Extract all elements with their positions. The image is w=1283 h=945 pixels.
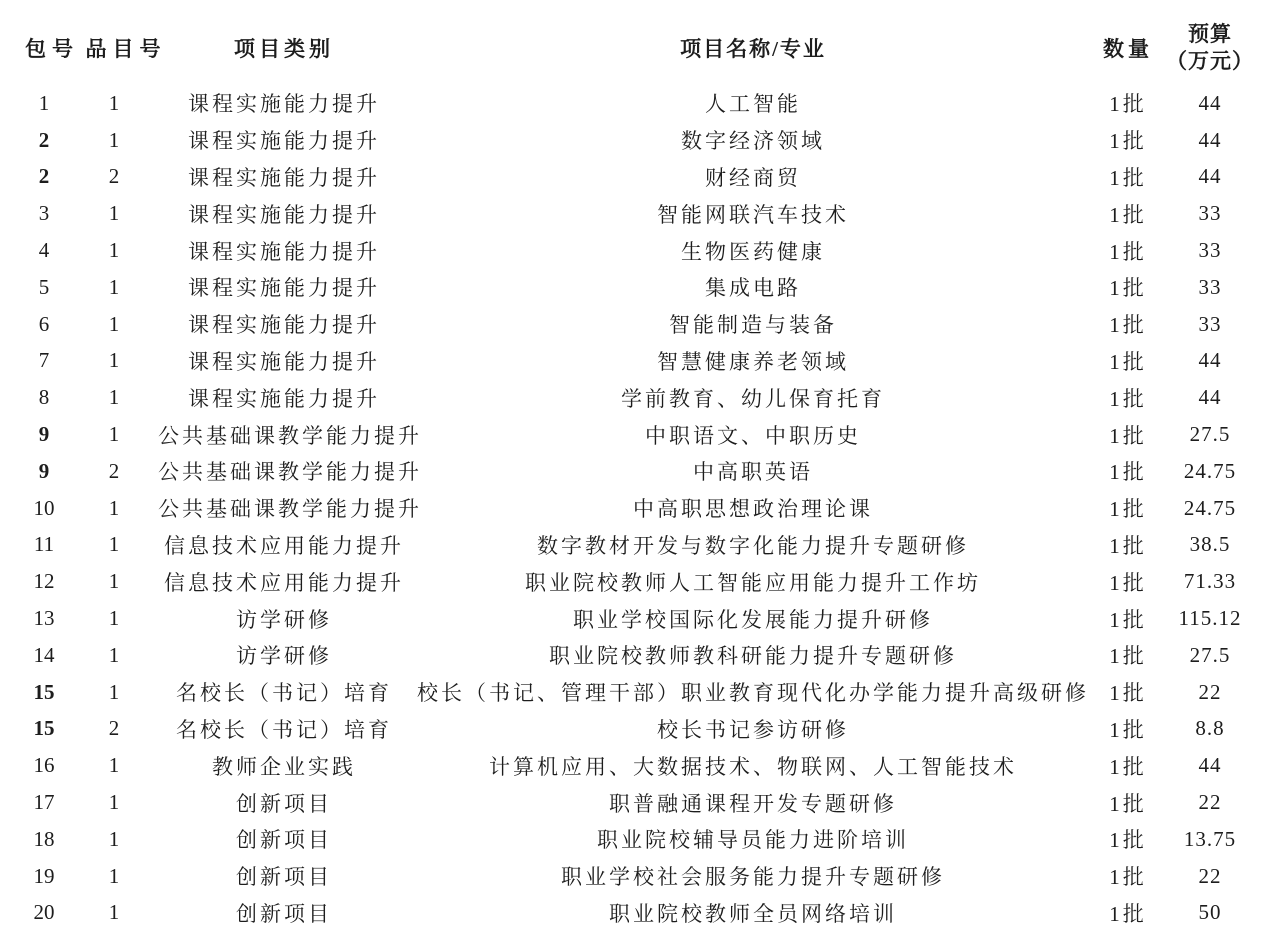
table-header-row: [0, 0, 1283, 85]
cell-category: 信息技术应用能力提升: [164, 570, 404, 595]
cell-category: 课程实施能力提升: [188, 129, 380, 154]
cell-budget: 33: [1198, 274, 1222, 299]
cell-item-no: 2: [108, 716, 120, 741]
cell-budget: 44: [1198, 164, 1222, 189]
cell-package-no: 4: [38, 238, 50, 263]
cell-category: 课程实施能力提升: [188, 239, 380, 264]
cell-budget: 8.8: [1195, 716, 1225, 741]
col-header-package-no: 包号: [25, 36, 79, 61]
cell-name: 人工智能: [705, 92, 801, 117]
cell-budget: 22: [1198, 790, 1222, 815]
cell-package-no: 13: [33, 606, 55, 631]
cell-package-no: 7: [38, 348, 50, 373]
col-header-category: 项目类别: [234, 36, 334, 61]
cell-quantity: 1批: [1109, 386, 1147, 411]
cell-name: 数字经济领域: [681, 129, 825, 154]
cell-name: 中职语文、中职历史: [645, 423, 861, 448]
cell-budget: 44: [1198, 348, 1222, 373]
cell-package-no: 2: [38, 127, 50, 152]
col-header-budget: [1160, 21, 1260, 75]
cell-name: 职业学校国际化发展能力提升研修: [573, 607, 933, 632]
col-header-name-cell: [410, 33, 1096, 63]
cell-quantity: 1批: [1109, 349, 1147, 374]
cell-category: 创新项目: [236, 828, 332, 853]
cell-name: 生物医药健康: [681, 239, 825, 264]
cell-item-no: 1: [108, 606, 120, 631]
cell-item-no: 1: [108, 863, 120, 888]
cell-quantity: 1批: [1109, 92, 1147, 117]
col-header-item-no: 品目号: [85, 36, 167, 61]
table-row: [0, 563, 1283, 600]
cell-name: 智能制造与装备: [669, 313, 837, 338]
cell-budget: 115.12: [1178, 606, 1242, 631]
cell-package-no: 11: [33, 532, 55, 557]
table-row: [0, 453, 1283, 490]
cell-package-no: 17: [33, 790, 55, 815]
table-row: [0, 674, 1283, 711]
cell-quantity: 1批: [1109, 901, 1147, 926]
table-body: [0, 85, 1283, 931]
cell-budget: 33: [1198, 238, 1222, 263]
cell-package-no: 15: [33, 679, 55, 704]
cell-category: 信息技术应用能力提升: [164, 533, 404, 558]
cell-package-no: 6: [38, 311, 50, 336]
cell-category: 创新项目: [236, 791, 332, 816]
cell-name: 计算机应用、大数据技术、物联网、人工智能技术: [489, 754, 1017, 779]
cell-category: 教师企业实践: [212, 754, 356, 779]
cell-category: 访学研修: [236, 607, 332, 632]
cell-package-no: 16: [33, 753, 55, 778]
cell-name: 职业院校教师教科研能力提升专题研修: [549, 644, 957, 669]
table-row: [0, 85, 1283, 122]
cell-quantity: 1批: [1109, 129, 1147, 154]
cell-item-no: 1: [108, 900, 120, 925]
cell-quantity: 1批: [1109, 313, 1147, 338]
cell-item-no: 1: [108, 311, 120, 336]
cell-name: 中高职思想政治理论课: [633, 497, 873, 522]
cell-item-no: 1: [108, 238, 120, 263]
col-header-budget-line1: 预算: [1188, 21, 1232, 46]
cell-budget: 33: [1198, 311, 1222, 336]
cell-budget: 44: [1198, 753, 1222, 778]
cell-item-no: 1: [108, 385, 120, 410]
table-row: [0, 600, 1283, 637]
cell-item-no: 1: [108, 826, 120, 851]
cell-budget: 44: [1198, 127, 1222, 152]
cell-item-no: 1: [108, 532, 120, 557]
cell-budget: 13.75: [1183, 826, 1237, 851]
cell-quantity: 1批: [1109, 570, 1147, 595]
cell-package-no: 5: [38, 274, 50, 299]
cell-category: 课程实施能力提升: [188, 202, 380, 227]
cell-package-no: 9: [38, 458, 50, 483]
cell-budget: 71.33: [1183, 569, 1237, 594]
cell-item-no: 1: [108, 495, 120, 520]
cell-category: 公共基础课教学能力提升: [158, 497, 422, 522]
cell-name: 职业学校社会服务能力提升专题研修: [561, 865, 945, 890]
cell-item-no: 1: [108, 422, 120, 447]
cell-package-no: 10: [33, 495, 55, 520]
table-row: [0, 232, 1283, 269]
table-row: [0, 122, 1283, 159]
cell-quantity: 1批: [1109, 423, 1147, 448]
cell-item-no: 1: [108, 753, 120, 778]
cell-quantity: 1批: [1109, 865, 1147, 890]
cell-name: 职业院校教师人工智能应用能力提升工作坊: [525, 570, 981, 595]
table-row: [0, 379, 1283, 416]
col-header-quantity-cell: [1096, 33, 1160, 63]
cell-budget: 50: [1198, 900, 1222, 925]
cell-quantity: 1批: [1109, 460, 1147, 485]
cell-package-no: 2: [38, 164, 50, 189]
table-row: [0, 490, 1283, 527]
table-row: [0, 711, 1283, 748]
cell-category: 课程实施能力提升: [188, 313, 380, 338]
cell-package-no: 19: [33, 863, 55, 888]
col-header-name: 项目名称/专业: [680, 36, 826, 61]
cell-budget: 33: [1198, 201, 1222, 226]
cell-item-no: 2: [108, 164, 120, 189]
table-row: [0, 527, 1283, 564]
cell-category: 名校长（书记）培育: [176, 717, 392, 742]
cell-quantity: 1批: [1109, 202, 1147, 227]
cell-item-no: 1: [108, 642, 120, 667]
cell-package-no: 18: [33, 826, 55, 851]
col-header-item-no-cell: [70, 33, 167, 63]
table-row: [0, 416, 1283, 453]
cell-name: 集成电路: [705, 276, 801, 301]
cell-name: 中高职英语: [693, 460, 813, 485]
cell-category: 名校长（书记）培育: [176, 681, 392, 706]
cell-budget: 24.75: [1183, 458, 1237, 483]
cell-item-no: 1: [108, 127, 120, 152]
table-row: [0, 159, 1283, 196]
table-row: [0, 306, 1283, 343]
cell-budget: 24.75: [1183, 495, 1237, 520]
cell-name: 智能网联汽车技术: [657, 202, 849, 227]
col-header-category-cell: [158, 33, 410, 63]
cell-category: 访学研修: [236, 644, 332, 669]
cell-package-no: 9: [38, 422, 50, 447]
cell-budget: 27.5: [1189, 642, 1231, 667]
cell-quantity: 1批: [1109, 828, 1147, 853]
cell-quantity: 1批: [1109, 165, 1147, 190]
cell-item-no: 1: [108, 201, 120, 226]
cell-budget: 22: [1198, 679, 1222, 704]
cell-name: 学前教育、幼儿保育托育: [621, 386, 885, 411]
cell-category: 公共基础课教学能力提升: [158, 460, 422, 485]
cell-category: 课程实施能力提升: [188, 165, 380, 190]
cell-quantity: 1批: [1109, 276, 1147, 301]
cell-name: 职普融通课程开发专题研修: [609, 791, 897, 816]
cell-category: 创新项目: [236, 901, 332, 926]
cell-quantity: 1批: [1109, 497, 1147, 522]
table-row: [0, 195, 1283, 232]
cell-budget: 22: [1198, 863, 1222, 888]
cell-budget: 38.5: [1189, 532, 1231, 557]
table-row: [0, 747, 1283, 784]
table-row: [0, 637, 1283, 674]
cell-quantity: 1批: [1109, 681, 1147, 706]
cell-budget: 44: [1198, 90, 1222, 115]
cell-package-no: 14: [33, 642, 55, 667]
cell-budget: 27.5: [1189, 422, 1231, 447]
cell-category: 课程实施能力提升: [188, 386, 380, 411]
cell-quantity: 1批: [1109, 791, 1147, 816]
cell-package-no: 3: [38, 201, 50, 226]
cell-item-no: 2: [108, 458, 120, 483]
cell-name: 数字教材开发与数字化能力提升专题研修: [537, 533, 969, 558]
cell-item-no: 1: [108, 274, 120, 299]
cell-item-no: 1: [108, 790, 120, 815]
cell-quantity: 1批: [1109, 239, 1147, 264]
table-row: [0, 858, 1283, 895]
cell-category: 课程实施能力提升: [188, 349, 380, 374]
table-row: [0, 821, 1283, 858]
cell-quantity: 1批: [1109, 533, 1147, 558]
cell-package-no: 15: [33, 716, 55, 741]
cell-category: 课程实施能力提升: [188, 92, 380, 117]
cell-package-no: 20: [33, 900, 55, 925]
cell-name: 财经商贸: [705, 165, 801, 190]
col-header-quantity: 数量: [1103, 36, 1153, 61]
cell-quantity: 1批: [1109, 644, 1147, 669]
cell-package-no: 8: [38, 385, 50, 410]
cell-item-no: 1: [108, 348, 120, 373]
cell-category: 公共基础课教学能力提升: [158, 423, 422, 448]
cell-budget: 44: [1198, 385, 1222, 410]
cell-item-no: 1: [108, 569, 120, 594]
cell-name: 职业院校辅导员能力进阶培训: [597, 828, 909, 853]
col-header-package-no-cell: [18, 33, 79, 63]
cell-name: 智慧健康养老领域: [657, 349, 849, 374]
cell-item-no: 1: [108, 90, 120, 115]
cell-package-no: 1: [38, 90, 50, 115]
table-row: [0, 784, 1283, 821]
cell-category: 创新项目: [236, 865, 332, 890]
table-row: [0, 269, 1283, 306]
cell-quantity: 1批: [1109, 717, 1147, 742]
cell-quantity: 1批: [1109, 607, 1147, 632]
cell-quantity: 1批: [1109, 754, 1147, 779]
cell-name: 校长书记参访研修: [657, 717, 849, 742]
table-row: [0, 343, 1283, 380]
cell-name: 职业院校教师全员网络培训: [609, 901, 897, 926]
col-header-budget-line2: （万元）: [1166, 48, 1254, 73]
cell-name: 校长（书记、管理干部）职业教育现代化办学能力提升高级研修: [417, 681, 1089, 706]
table-row: [0, 895, 1283, 932]
cell-category: 课程实施能力提升: [188, 276, 380, 301]
cell-package-no: 12: [33, 569, 55, 594]
cell-item-no: 1: [108, 679, 120, 704]
